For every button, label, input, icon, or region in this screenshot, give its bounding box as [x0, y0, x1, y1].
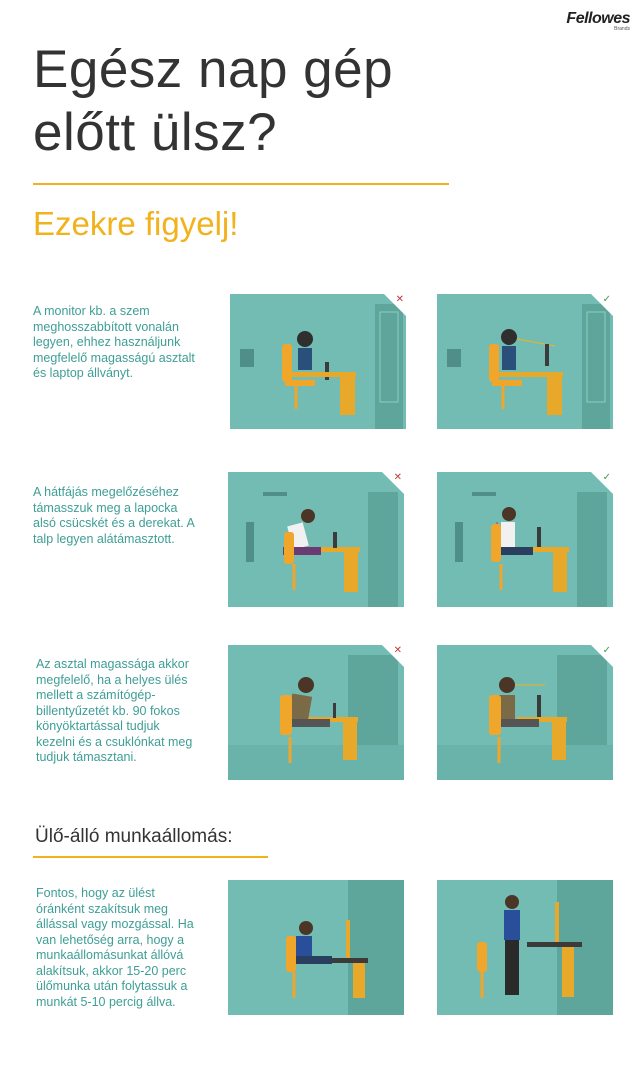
section-divider: [33, 856, 268, 858]
brand-tagline: Brands: [614, 26, 630, 32]
office-scene-illustration: [228, 880, 404, 1015]
illustration-desk-right: [437, 645, 613, 780]
title-divider: [33, 183, 449, 185]
cross-icon: ✕: [395, 294, 404, 305]
check-icon: ✓: [602, 472, 611, 483]
cross-icon: ✕: [393, 472, 402, 483]
cross-icon: ✕: [393, 645, 402, 656]
standing-text: Fontos, hogy az ülést óránként szakítsuk meg állással vagy mozgással. Ha van lehetőség arra, hogy a munkaállomásunkat állóvá alakítsuk, akkor 15-20 perc ülőmunka után folytassuk a munkát 5-10 percig állva.: [36, 886, 194, 1009]
page-subtitle: Ezekre figyelj!: [33, 205, 239, 242]
office-scene-illustration: [437, 294, 613, 429]
office-scene-illustration: [228, 472, 404, 607]
tip-text-desk-height: Az asztal magassága akkor megfelelő, ha a helyes ülés mellett a számítógép-billentyűzetét kb. 90 fokos könyöktartással tudjuk kezelni és a csuklónkat meg tudjuk támasztani.: [36, 657, 193, 764]
tip-text-back: A hátfájás megelőzéséhez támasszuk meg a lapocka alsó csücskét és a derekat. A talp legyen alátámasztott.: [33, 485, 195, 546]
brand-logo: [566, 10, 630, 32]
office-scene-illustration: [437, 472, 613, 607]
office-scene-illustration: [230, 294, 406, 429]
brand-name: Fellowes: [566, 10, 630, 27]
office-scene-illustration: [228, 645, 404, 780]
title-line-2: előtt ülsz?: [33, 103, 278, 162]
office-scene-illustration: [437, 880, 613, 1015]
illustration-back-right: [437, 472, 613, 607]
illustration-monitor-wrong: [230, 294, 406, 429]
office-scene-illustration: [437, 645, 613, 780]
section-heading-standing: Ülő-álló munkaállomás:: [35, 826, 233, 847]
title-line-1: Egész nap gép: [33, 40, 394, 99]
check-icon: ✓: [602, 645, 611, 656]
page-title: [33, 38, 393, 164]
illustration-back-wrong: [228, 472, 404, 607]
illustration-desk-wrong: [228, 645, 404, 780]
illustration-monitor-right: [437, 294, 613, 429]
illustration-sitting: [228, 880, 404, 1015]
tip-text-monitor: A monitor kb. a szem meghosszabbított vonalán legyen, ehhez használjunk megfelelő magasságú asztalt és laptop állványt.: [33, 304, 195, 380]
illustration-standing: [437, 880, 613, 1015]
check-icon: ✓: [602, 294, 611, 305]
